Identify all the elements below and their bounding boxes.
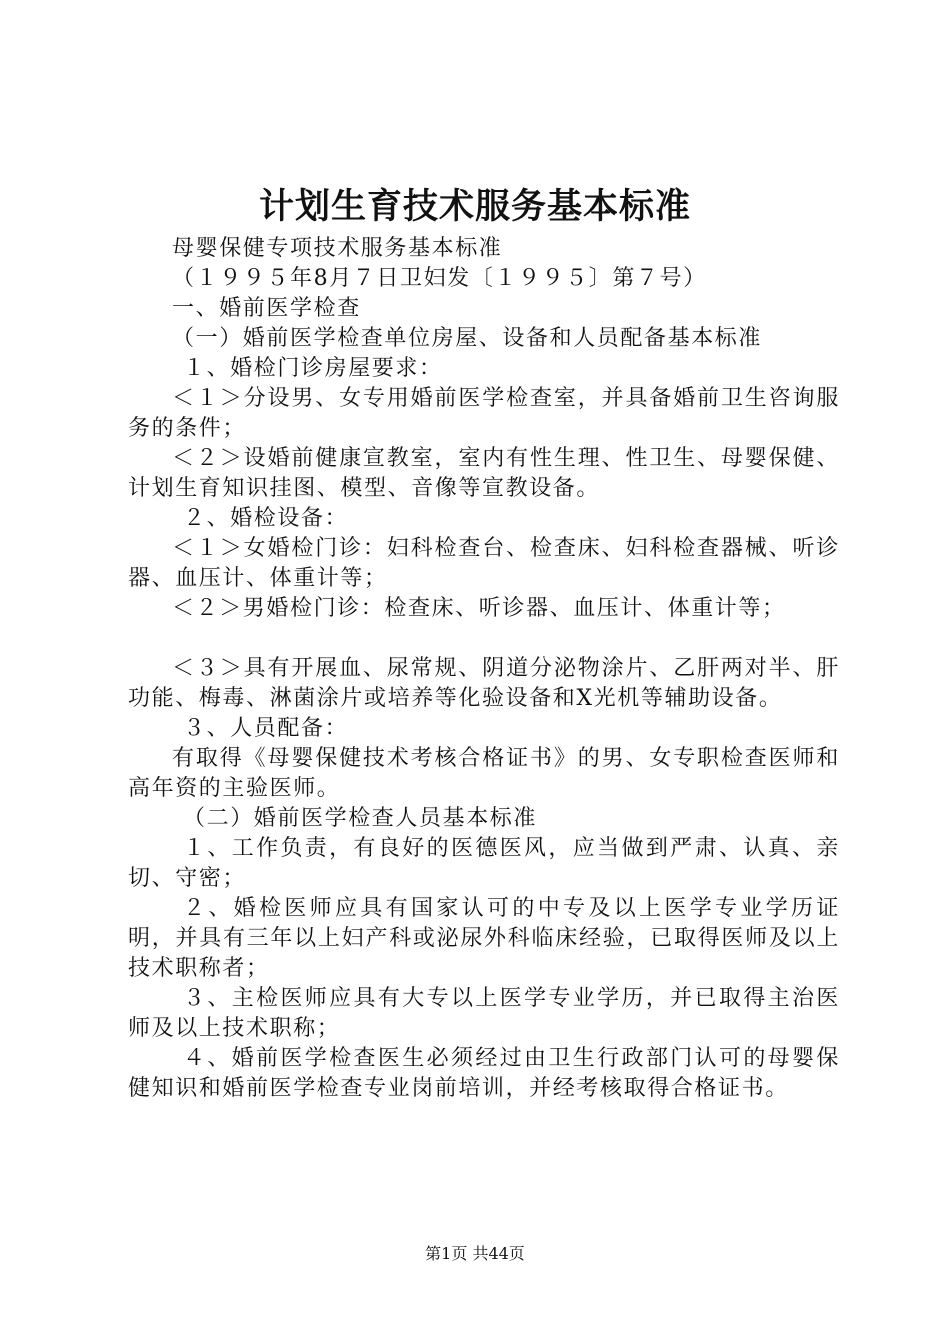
paragraph: ２、婚检医师应具有国家认可的中专及以上医学专业学历证明，并具有三年以上妇产科或泌尿外科临床经验，已取得医师及以上技术职称者； bbox=[128, 896, 840, 981]
item-heading-housing: １、婚检门诊房屋要求： bbox=[183, 356, 443, 381]
subsection-heading-2: （二）婚前医学检查人员基本标准 bbox=[183, 806, 538, 831]
paragraph: ３、主检医师应具有大专以上医学专业学历，并已取得主治医师及以上技术职称； bbox=[128, 986, 840, 1041]
paragraph: ４、婚前医学检查医生必须经过由卫生行政部门认可的母婴保健知识和婚前医学检查专业岗前培训，并经考核取得合格证书。 bbox=[128, 1046, 840, 1101]
blank-line bbox=[128, 624, 840, 654]
document-body bbox=[128, 234, 840, 1104]
paragraph: ＜３＞具有开展血、尿常规、阴道分泌物涂片、乙肝两对半、肝功能、梅毒、淋菌涂片或培养等化验设备和X光机等辅助设备。 bbox=[128, 656, 840, 711]
paragraph: ＜１＞分设男、女专用婚前医学检查室，并具备婚前卫生咨询服务的条件； bbox=[128, 386, 840, 441]
paragraph-issue-number: （１９９５年8月７日卫妇发〔１９９５〕第７号） bbox=[172, 266, 707, 291]
paragraph: 有取得《母婴保健技术考核合格证书》的男、女专职检查医师和高年资的主验医师。 bbox=[128, 746, 840, 801]
paragraph: ＜２＞设婚前健康宣教室，室内有性生理、性卫生、母婴保健、计划生育知识挂图、模型、音像等宣教设备。 bbox=[128, 446, 840, 501]
item-heading-staffing: ３、人员配备： bbox=[183, 716, 349, 741]
paragraph: ＜２＞男婚检门诊：检查床、听诊器、血压计、体重计等； bbox=[172, 596, 786, 621]
section-heading-1: 一、婚前医学检查 bbox=[172, 296, 361, 321]
document-title: 计划生育技术服务基本标准 bbox=[258, 186, 691, 227]
item-heading-equipment: ２、婚检设备： bbox=[183, 506, 349, 531]
paragraph-subtitle: 母婴保健专项技术服务基本标准 bbox=[172, 236, 503, 261]
paragraph: １、工作负责，有良好的医德医风，应当做到严肃、认真、亲切、守密； bbox=[128, 836, 840, 891]
subsection-heading-1: （一）婚前医学检查单位房屋、设备和人员配备基本标准 bbox=[172, 326, 763, 351]
page-footer: 第1页 共44页 bbox=[425, 1244, 525, 1263]
paragraph: ＜１＞女婚检门诊：妇科检查台、检查床、妇科检查器械、听诊器、血压计、体重计等； bbox=[128, 536, 840, 591]
